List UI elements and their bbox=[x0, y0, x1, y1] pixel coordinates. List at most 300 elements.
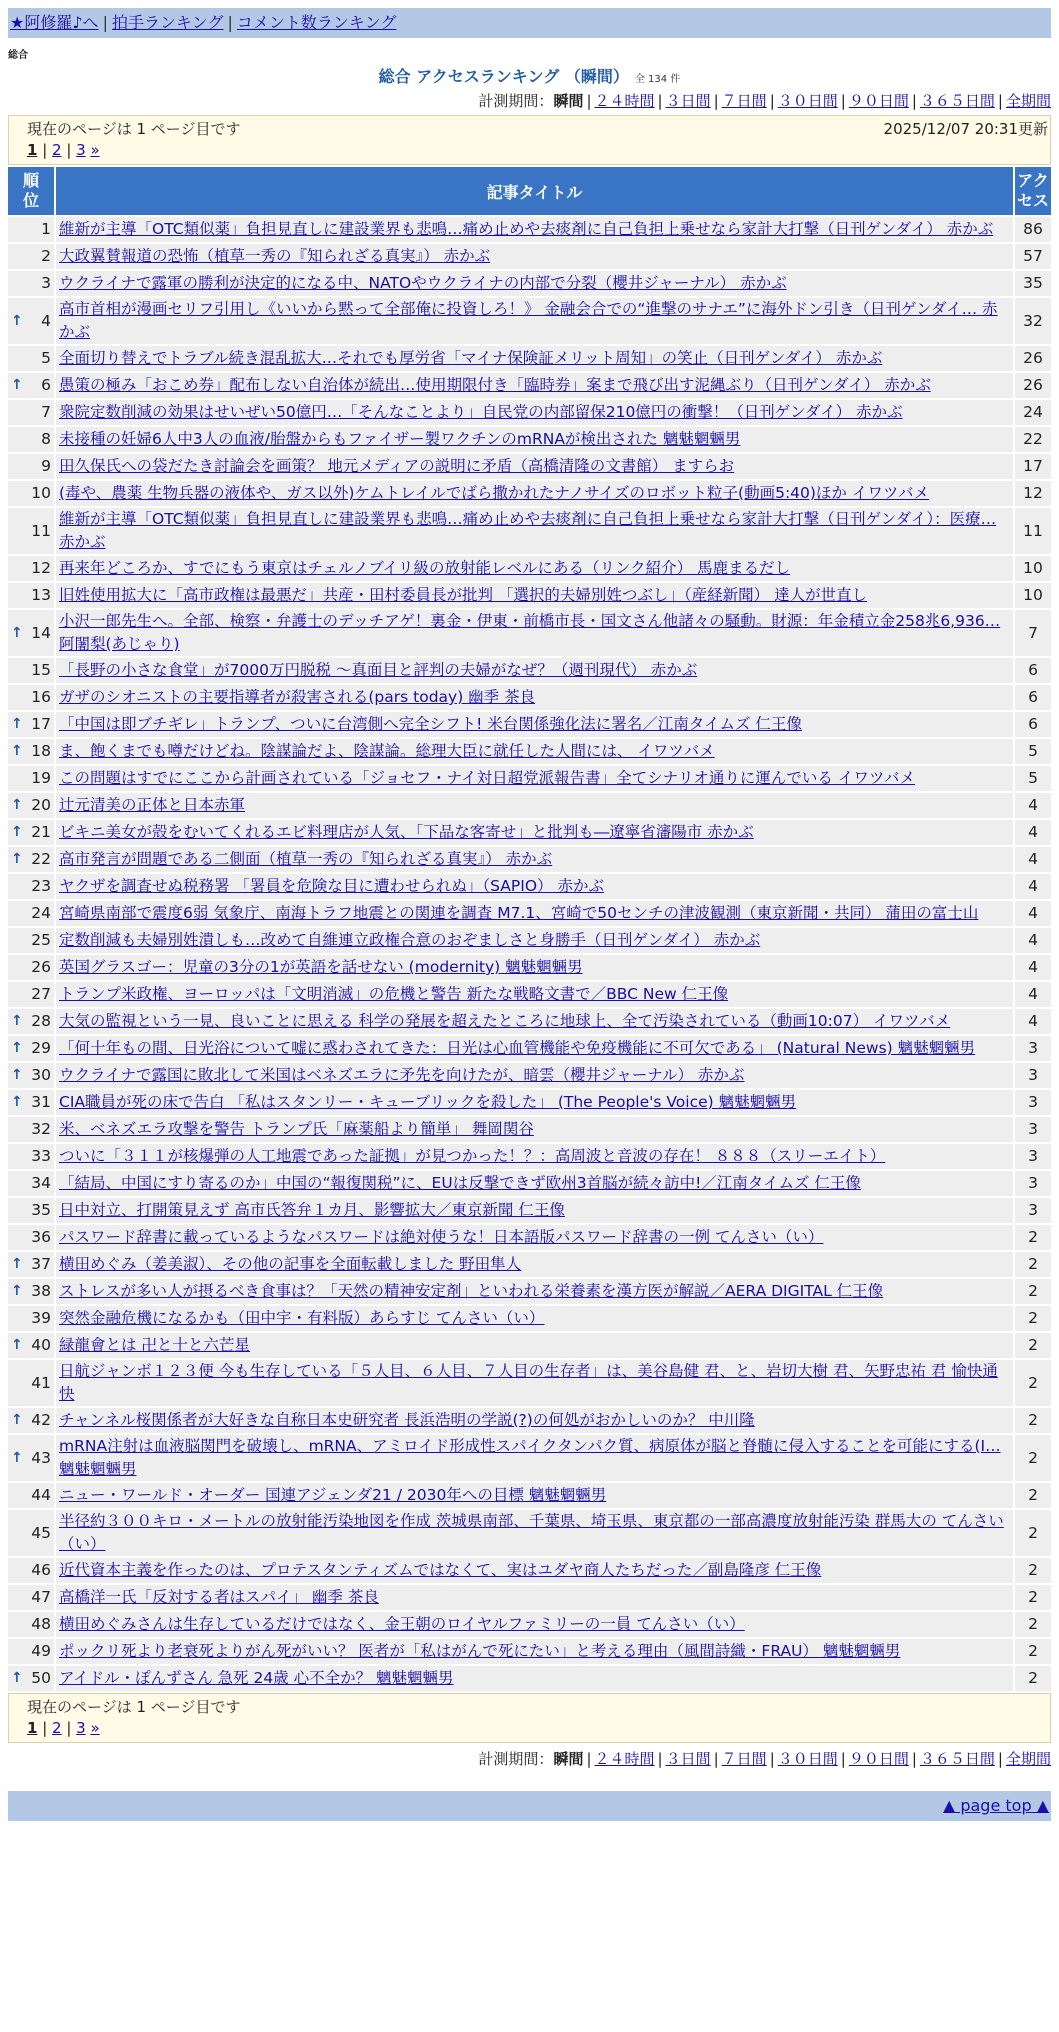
access-count: 2 bbox=[1015, 1279, 1051, 1304]
period-link[interactable]: ３０日間 bbox=[777, 92, 838, 110]
current-page-text: 現在のページは 1 ページ目です bbox=[27, 120, 241, 138]
table-row bbox=[8, 1171, 1051, 1196]
rank-number: 32 bbox=[31, 1120, 51, 1138]
rank-number: 38 bbox=[31, 1282, 51, 1300]
article-link[interactable]: パスワード辞書に載っているようなパスワードは絶対使うな！日本語版パスワード辞書の一例 てんさい（い） bbox=[59, 1228, 824, 1246]
up-arrow-icon: ↑ bbox=[11, 851, 23, 867]
rank-cell bbox=[8, 1639, 54, 1664]
table-row bbox=[8, 766, 1051, 791]
table-row bbox=[8, 1252, 1051, 1277]
access-count: 26 bbox=[1015, 373, 1051, 398]
rank-cell bbox=[8, 1510, 54, 1556]
period-link[interactable]: ２４時間 bbox=[594, 92, 655, 110]
table-row bbox=[8, 901, 1051, 926]
article-link[interactable]: ビキニ美女が殻をむいてくれるエビ料理店が人気、「下品な客寄せ」と批判も―遼寧省瀋陽市 赤かぶ bbox=[59, 823, 754, 841]
title-cell bbox=[56, 400, 1013, 425]
article-link[interactable]: mRNA注射は血液脳関門を破壊し、mRNA、アミロイド形成性スパイクタンパク質、病原体が脳と脊髄に侵入することを可能にする(I… 魑魅魍魎男 bbox=[59, 1437, 1001, 1478]
period-separator: | bbox=[840, 1750, 846, 1768]
period-link[interactable]: ３日間 bbox=[665, 1750, 711, 1768]
article-link[interactable]: この問題はすでにここから計画されている「ジョセフ・ナイ対日超党派報告書」全てシナリオ通りに運んでいる イワツバメ bbox=[59, 769, 916, 787]
page-link[interactable]: 3 bbox=[76, 141, 86, 159]
rank-number: 36 bbox=[31, 1228, 51, 1246]
title-cell bbox=[56, 508, 1013, 554]
period-label: 計測期間： bbox=[478, 1750, 554, 1768]
table-row bbox=[8, 454, 1051, 479]
title-cell bbox=[56, 766, 1013, 791]
article-link[interactable]: 横田めぐみさんは生存しているだけではなく、金王朝のロイヤルファミリーの一員 てんさい（い） bbox=[59, 1615, 745, 1633]
article-link[interactable]: 愚策の極み「おこめ券」配布しない自治体が続出…使用期限付き「臨時券」案まで飛び出す泥縄ぶり（日刊ゲンダイ） 赤かぶ bbox=[59, 376, 931, 394]
article-link[interactable]: 「何十年もの間、日光浴について嘘に惑わされてきた：日光は心血管機能や免疫機能に不可欠である」 (Natural News) 魑魅魍魎男 bbox=[59, 1039, 976, 1057]
title-cell bbox=[56, 1483, 1013, 1508]
rank-cell bbox=[8, 766, 54, 791]
access-count: 6 bbox=[1015, 712, 1051, 737]
title-cell bbox=[56, 1306, 1013, 1331]
access-count: 4 bbox=[1015, 793, 1051, 818]
period-link[interactable]: ３６５日間 bbox=[919, 1750, 995, 1768]
period-current: 瞬間 bbox=[553, 92, 584, 110]
period-current: 瞬間 bbox=[553, 1750, 584, 1768]
rank-number: 6 bbox=[41, 376, 51, 394]
page-link[interactable]: 3 bbox=[76, 1719, 86, 1737]
article-link[interactable]: 日航ジャンボ１２３便 今も生存している「５人目、６人目、７人目の生存者」は、美谷島健 君、と、岩切大樹 君、矢野忠祐 君 愉快通快 bbox=[59, 1362, 998, 1403]
article-link[interactable]: 英国グラスゴー：児童の3分の1が英語を話せない (modernity) 魑魅魍魎男 bbox=[59, 958, 583, 976]
table-row bbox=[8, 1360, 1051, 1406]
title-cell bbox=[56, 481, 1013, 506]
rank-number: 16 bbox=[31, 688, 51, 706]
access-count: 2 bbox=[1015, 1585, 1051, 1610]
title-cell bbox=[56, 583, 1013, 608]
article-link[interactable]: アイドル・ぽんずさん 急死 24歳 心不全か？ 魑魅魍魎男 bbox=[59, 1669, 454, 1687]
rank-number: 15 bbox=[31, 661, 51, 679]
rank-cell bbox=[8, 1252, 54, 1277]
rank-number: 28 bbox=[31, 1012, 51, 1030]
up-arrow-icon: ↑ bbox=[11, 1670, 23, 1686]
rank-cell bbox=[8, 1009, 54, 1034]
page-top-link[interactable]: ▲ page top ▲ bbox=[942, 1796, 1049, 1815]
title-cell bbox=[56, 982, 1013, 1007]
title-cell bbox=[56, 1198, 1013, 1223]
rank-cell bbox=[8, 1144, 54, 1169]
article-link[interactable]: 再来年どころか、すでにもう東京はチェルノブイリ級の放射能レベルにある（リンク紹介） 馬鹿まるだし bbox=[59, 559, 791, 577]
rank-number: 39 bbox=[31, 1309, 51, 1327]
article-link[interactable]: ついに「３１１が核爆弾の人工地震であった証拠」が見つかった！？：高周波と音波の存在！ ８８８（スリーエイト） bbox=[59, 1147, 886, 1165]
up-arrow-icon: ↑ bbox=[11, 824, 23, 840]
period-separator: | bbox=[997, 92, 1003, 110]
table-row bbox=[8, 1009, 1051, 1034]
pager-separator: | bbox=[61, 1719, 77, 1737]
page-link[interactable]: 2 bbox=[52, 1719, 62, 1737]
table-row bbox=[8, 427, 1051, 452]
rank-cell bbox=[8, 1333, 54, 1358]
updated-time: 2025/12/07 20:31更新 bbox=[883, 120, 1048, 138]
rank-number: 49 bbox=[31, 1642, 51, 1660]
article-link[interactable]: 高市発言が問題である二側面（植草一秀の『知られざる真実』） 赤かぶ bbox=[59, 850, 553, 868]
access-count: 10 bbox=[1015, 556, 1051, 581]
period-link[interactable]: ２４時間 bbox=[594, 1750, 655, 1768]
article-link[interactable]: ヤクザを調査せぬ税務署 「署員を危険な目に遭わせられぬ」（SAPIO） 赤かぶ bbox=[59, 877, 604, 895]
title-cell bbox=[56, 454, 1013, 479]
access-count: 2 bbox=[1015, 1666, 1051, 1691]
page-link[interactable]: 2 bbox=[52, 141, 62, 159]
top-nav bbox=[8, 8, 1051, 38]
up-arrow-icon: ↑ bbox=[11, 1040, 23, 1056]
table-row bbox=[8, 610, 1051, 656]
access-count: 35 bbox=[1015, 271, 1051, 296]
rank-cell bbox=[8, 346, 54, 371]
article-link[interactable]: ガザのシオニストの主要指導者が殺害される(pars today) 幽季 茶良 bbox=[59, 688, 536, 706]
title-cell bbox=[56, 1360, 1013, 1406]
table-row bbox=[8, 982, 1051, 1007]
rank-cell bbox=[8, 739, 54, 764]
article-link[interactable]: ウクライナで露国に敗北して米国はベネズエラに矛先を向けたが、暗雲（櫻井ジャーナル） 赤かぶ bbox=[59, 1066, 745, 1084]
article-link[interactable]: 日中対立、打開策見えず 高市氏答弁１カ月、影響拡大／東京新聞 仁王像 bbox=[59, 1201, 565, 1219]
rank-cell bbox=[8, 901, 54, 926]
table-row bbox=[8, 583, 1051, 608]
rank-cell bbox=[8, 1360, 54, 1406]
table-row bbox=[8, 1144, 1051, 1169]
rank-number: 4 bbox=[41, 311, 51, 330]
rank-cell bbox=[8, 1435, 54, 1481]
up-arrow-icon: ↑ bbox=[11, 1412, 23, 1428]
rank-cell bbox=[8, 400, 54, 425]
rank-cell bbox=[8, 874, 54, 899]
up-arrow-icon: ↑ bbox=[11, 1283, 23, 1299]
article-link[interactable]: 未接種の妊婦6人中3人の血液/胎盤からもファイザー製ワクチンのmRNAが検出された 魑魅魍魎男 bbox=[59, 430, 741, 448]
table-row bbox=[8, 1666, 1051, 1691]
period-selector-bottom bbox=[8, 1749, 1051, 1769]
article-link[interactable]: (毒や、農薬 生物兵器の液体や、ガス以外)ケムトレイルでばら撒かれたナノサイズのロボット粒子(動画5:40)ほか イワツバメ bbox=[59, 484, 930, 502]
article-link[interactable]: 近代資本主義を作ったのは、プロテスタンティズムではなくて、実はユダヤ商人たちだった／副島隆彦 仁王像 bbox=[59, 1561, 822, 1579]
pager-bottom bbox=[8, 1693, 1051, 1743]
table-row bbox=[8, 508, 1051, 554]
table-row bbox=[8, 712, 1051, 737]
table-row bbox=[8, 400, 1051, 425]
access-count: 86 bbox=[1015, 217, 1051, 242]
period-link[interactable]: ３日間 bbox=[665, 92, 711, 110]
access-count: 3 bbox=[1015, 1036, 1051, 1061]
access-count: 6 bbox=[1015, 658, 1051, 683]
rank-cell bbox=[8, 685, 54, 710]
up-arrow-icon: ↑ bbox=[11, 312, 23, 329]
rank-number: 50 bbox=[31, 1669, 51, 1687]
next-page-link[interactable]: » bbox=[90, 141, 100, 159]
period-link[interactable]: ７日間 bbox=[721, 92, 767, 110]
rank-number: 43 bbox=[31, 1448, 51, 1467]
period-link[interactable]: 全期間 bbox=[1005, 1750, 1051, 1768]
article-link[interactable]: 衆院定数削減の効果はせいぜい50億円…「そんなことより」自民党の内部留保210億円の衝撃！（日刊ゲンダイ） 赤かぶ bbox=[59, 403, 903, 421]
access-count: 2 bbox=[1015, 1360, 1051, 1406]
up-arrow-icon: ↑ bbox=[11, 1067, 23, 1083]
pager-separator: | bbox=[37, 1719, 53, 1737]
access-count: 6 bbox=[1015, 685, 1051, 710]
rank-cell bbox=[8, 610, 54, 656]
access-count: 11 bbox=[1015, 508, 1051, 554]
article-link[interactable]: ま、飽くまでも噂だけどね。陰謀論だよ、陰謀論。総理大臣に就任した人間には、 イワツバメ bbox=[59, 742, 715, 760]
access-count: 7 bbox=[1015, 610, 1051, 656]
table-row bbox=[8, 1063, 1051, 1088]
article-link[interactable]: 大政翼賛報道の恐怖（植草一秀の『知られざる真実』） 赤かぶ bbox=[59, 247, 491, 265]
article-link[interactable]: 小沢一郎先生へ。全部、検察・弁護士のデッチアゲ！裏金・伊東・前橋市長・国文さん他諸々の騒動。財源：年金積立金258兆6,936… 阿闍梨(あじゃり) bbox=[59, 612, 1001, 653]
article-link[interactable]: 辻元清美の正体と日本赤軍 bbox=[59, 796, 246, 814]
period-separator: | bbox=[997, 1750, 1003, 1768]
title-cell bbox=[56, 820, 1013, 845]
access-count: 12 bbox=[1015, 481, 1051, 506]
pager-separator: | bbox=[61, 141, 77, 159]
title-cell bbox=[56, 1333, 1013, 1358]
table-row bbox=[8, 1510, 1051, 1556]
rank-cell bbox=[8, 1090, 54, 1115]
rank-cell bbox=[8, 982, 54, 1007]
table-row bbox=[8, 217, 1051, 242]
title-cell bbox=[56, 271, 1013, 296]
access-count: 26 bbox=[1015, 346, 1051, 371]
article-link[interactable]: ウクライナで露軍の勝利が決定的になる中、NATOやウクライナの内部で分裂（櫻井ジャーナル） 赤かぶ bbox=[59, 274, 787, 292]
rank-number: 25 bbox=[31, 931, 51, 949]
rank-number: 26 bbox=[31, 958, 51, 976]
col-rank-header: 順位 bbox=[8, 167, 54, 215]
rank-number: 34 bbox=[31, 1174, 51, 1192]
article-link[interactable]: 突然金融危機になるかも（田中宇・有料版）あらすじ てんさい（い） bbox=[59, 1309, 545, 1327]
period-separator: | bbox=[911, 1750, 917, 1768]
access-count: 57 bbox=[1015, 244, 1051, 269]
access-count: 4 bbox=[1015, 874, 1051, 899]
title-row bbox=[8, 67, 1051, 87]
rank-cell bbox=[8, 556, 54, 581]
rank-number: 19 bbox=[31, 769, 51, 787]
rank-cell bbox=[8, 1408, 54, 1433]
article-link[interactable]: 米、ベネズエラ攻撃を警告 トランプ氏「麻薬船より簡単」 舞岡関谷 bbox=[59, 1120, 534, 1138]
up-arrow-icon: ↑ bbox=[11, 1094, 23, 1110]
rank-cell bbox=[8, 658, 54, 683]
rank-number: 35 bbox=[31, 1201, 51, 1219]
title-cell bbox=[56, 298, 1013, 344]
article-link[interactable]: 定数削減も夫婦別姓潰しも…改めて自維連立政権合意のおぞましさと身勝手（日刊ゲンダイ） 赤かぶ bbox=[59, 931, 761, 949]
rank-cell bbox=[8, 1171, 54, 1196]
period-separator: | bbox=[911, 92, 917, 110]
period-separator: | bbox=[657, 1750, 663, 1768]
up-arrow-icon: ↑ bbox=[11, 1256, 23, 1272]
rank-cell bbox=[8, 1063, 54, 1088]
rank-cell bbox=[8, 847, 54, 872]
rank-number: 20 bbox=[31, 796, 51, 814]
article-link[interactable]: 緑龍會とは 卍と十と六芒星 bbox=[59, 1336, 250, 1354]
rank-number: 2 bbox=[41, 247, 51, 265]
current-page-number: 1 bbox=[27, 1719, 38, 1737]
access-count: 10 bbox=[1015, 583, 1051, 608]
pagination bbox=[27, 1718, 1032, 1738]
access-count: 4 bbox=[1015, 1009, 1051, 1034]
article-link[interactable]: 半径約３００キロ・メートルの放射能汚染地図を作成 茨城県南部、千葉県、埼玉県、東京都の一部高濃度放射能汚染 群馬大の てんさい（い） bbox=[59, 1512, 1004, 1553]
title-cell bbox=[56, 1666, 1013, 1691]
rank-number: 23 bbox=[31, 877, 51, 895]
rank-cell bbox=[8, 1036, 54, 1061]
period-link[interactable]: ９０日間 bbox=[848, 1750, 909, 1768]
access-count: 3 bbox=[1015, 1198, 1051, 1223]
period-link[interactable]: 全期間 bbox=[1005, 92, 1051, 110]
period-selector bbox=[8, 91, 1051, 111]
rank-number: 9 bbox=[41, 457, 51, 475]
bottom-nav bbox=[8, 1791, 1051, 1821]
rank-cell bbox=[8, 955, 54, 980]
article-link[interactable]: 「中国は即ブチギレ」トランプ、ついに台湾側へ完全シフト! 米台関係強化法に署名／江南タイムズ 仁王像 bbox=[59, 715, 802, 733]
pager-separator: | bbox=[37, 141, 53, 159]
article-link[interactable]: チャンネル桜関係者が大好きな自称日本史研究者 長浜浩明の学説(?)の何処がおかしいのか？ 中川隆 bbox=[59, 1411, 755, 1429]
article-link[interactable]: 全面切り替えでトラブル続き混乱拡大…それでも厚労省「マイナ保険証メリット周知」の笑止（日刊ゲンダイ） 赤かぶ bbox=[59, 349, 883, 367]
rank-number: 42 bbox=[31, 1411, 51, 1429]
period-separator: | bbox=[769, 1750, 775, 1768]
period-link[interactable]: ９０日間 bbox=[848, 92, 909, 110]
table-row bbox=[8, 556, 1051, 581]
access-count: 4 bbox=[1015, 955, 1051, 980]
rank-number: 11 bbox=[31, 521, 51, 540]
title-cell bbox=[56, 874, 1013, 899]
rank-number: 8 bbox=[41, 430, 51, 448]
rank-cell bbox=[8, 454, 54, 479]
rank-number: 41 bbox=[31, 1373, 51, 1392]
rank-number: 12 bbox=[31, 559, 51, 577]
article-link[interactable]: 高橋洋一氏「反対する者はスパイ」 幽季 茶良 bbox=[59, 1588, 379, 1606]
table-row bbox=[8, 1036, 1051, 1061]
table-row bbox=[8, 1306, 1051, 1331]
access-count: 2 bbox=[1015, 1435, 1051, 1481]
article-link[interactable]: CIA職員が死の床で告白 「私はスタンリー・キューブリックを殺した」 (The People's Voice) 魑魅魍魎男 bbox=[59, 1093, 797, 1111]
access-count: 5 bbox=[1015, 739, 1051, 764]
rank-number: 33 bbox=[31, 1147, 51, 1165]
access-count: 2 bbox=[1015, 1225, 1051, 1250]
table-row bbox=[8, 1117, 1051, 1142]
home-link[interactable]: ★阿修羅♪へ bbox=[10, 13, 99, 32]
rank-number: 30 bbox=[31, 1066, 51, 1084]
article-link[interactable]: 高市首相が漫画セリフ引用し《いいから黙って全部俺に投資しろ！》 金融会合での“進撃のサナエ”に海外ドン引き（日刊ゲンダイ… 赤かぶ bbox=[59, 300, 998, 341]
access-count: 4 bbox=[1015, 982, 1051, 1007]
title-cell bbox=[56, 244, 1013, 269]
access-count: 2 bbox=[1015, 1639, 1051, 1664]
access-count: 4 bbox=[1015, 928, 1051, 953]
table-header bbox=[8, 167, 1051, 215]
rank-number: 40 bbox=[31, 1336, 51, 1354]
rank-cell bbox=[8, 1306, 54, 1331]
up-arrow-icon: ↑ bbox=[11, 1337, 23, 1353]
nav-separator: | bbox=[102, 13, 108, 32]
rank-cell bbox=[8, 712, 54, 737]
table-row bbox=[8, 1483, 1051, 1508]
title-cell bbox=[56, 712, 1013, 737]
article-link[interactable]: 大気の監視という一見、良いことに思える 科学の発展を超えたところに地球上、全て汚染されている（動画10:07） イワツバメ bbox=[59, 1012, 951, 1030]
title-cell bbox=[56, 739, 1013, 764]
rank-number: 18 bbox=[31, 742, 51, 760]
total-count: 全 134 件 bbox=[634, 74, 681, 85]
rank-cell bbox=[8, 298, 54, 344]
col-access-header: アクセス bbox=[1015, 167, 1051, 215]
clap-ranking-link[interactable]: 拍手ランキング bbox=[111, 13, 224, 32]
article-link[interactable]: 維新が主導「OTC類似薬」負担見直しに建設業界も悲鳴…痛め止めや去痰剤に自己負担上乗せなら家計大打撃（日刊ゲンダイ） 赤かぶ bbox=[59, 220, 994, 238]
title-cell bbox=[56, 1639, 1013, 1664]
title-cell bbox=[56, 658, 1013, 683]
article-link[interactable]: 「結局、中国にすり寄るのか」中国の“報復関税”に、EUは反撃できず欧州3首脳が続々訪中!／江南タイムズ 仁王像 bbox=[59, 1174, 861, 1192]
table-row bbox=[8, 481, 1051, 506]
rank-cell bbox=[8, 373, 54, 398]
article-link[interactable]: 旧姓使用拡大に「高市政権は最悪だ」共産・田村委員長が批判 「選択的夫婦別姓つぶし」（産経新聞） 達人が世直し bbox=[59, 586, 868, 604]
rank-cell bbox=[8, 1585, 54, 1610]
title-cell bbox=[56, 1585, 1013, 1610]
title-cell bbox=[56, 1117, 1013, 1142]
rank-cell bbox=[8, 244, 54, 269]
up-arrow-icon: ↑ bbox=[11, 1013, 23, 1029]
article-link[interactable]: トランプ米政権、ヨーロッパは「文明消滅」の危機と警告 新たな戦略文書で／BBC New 仁王像 bbox=[59, 985, 729, 1003]
article-link[interactable]: 「長野の小さな食堂」が7000万円脱税 〜真面目と評判の夫婦がなぜ？（週刊現代） 赤かぶ bbox=[59, 661, 698, 679]
title-cell bbox=[56, 1435, 1013, 1481]
access-count: 2 bbox=[1015, 1612, 1051, 1637]
title-cell bbox=[56, 1036, 1013, 1061]
table-row bbox=[8, 928, 1051, 953]
period-link[interactable]: ３６５日間 bbox=[919, 92, 995, 110]
rank-cell bbox=[8, 271, 54, 296]
rank-cell bbox=[8, 1558, 54, 1583]
article-link[interactable]: ストレスが多い人が摂るべき食事は？「天然の精神安定剤」といわれる栄養素を漢方医が解説／AERA DIGITAL 仁王像 bbox=[59, 1282, 884, 1300]
article-link[interactable]: ポックリ死より老衰死よりがん死がいい？ 医者が「私はがんで死にたい」と考える理由（風間詩織・FRAU） 魑魅魍魎男 bbox=[59, 1642, 901, 1660]
rank-number: 5 bbox=[41, 349, 51, 367]
title-cell bbox=[56, 1144, 1013, 1169]
up-arrow-icon: ↑ bbox=[11, 743, 23, 759]
access-count: 24 bbox=[1015, 400, 1051, 425]
table-row bbox=[8, 685, 1051, 710]
article-link[interactable]: 横田めぐみ（姜美淑）、その他の記事を全面転載しました 野田隼人 bbox=[59, 1255, 522, 1273]
next-page-link[interactable]: » bbox=[90, 1719, 100, 1737]
table-row bbox=[8, 793, 1051, 818]
rank-number: 44 bbox=[31, 1486, 51, 1504]
access-count: 2 bbox=[1015, 1408, 1051, 1433]
article-link[interactable]: 維新が主導「OTC類似薬」負担見直しに建設業界も悲鳴…痛め止めや去痰剤に自己負担上乗せなら家計大打撃（日刊ゲンダイ）：医療… 赤かぶ bbox=[59, 510, 997, 551]
table-row bbox=[8, 1612, 1051, 1637]
rank-number: 45 bbox=[31, 1523, 51, 1542]
article-link[interactable]: 宮崎県南部で震度6弱 気象庁、南海トラフ地震との関連を調査 M7.1、宮崎で50センチの津波観測（東京新聞・共同） 蒲田の富士山 bbox=[59, 904, 979, 922]
up-arrow-icon: ↑ bbox=[11, 377, 23, 393]
table-row bbox=[8, 955, 1051, 980]
period-link[interactable]: ７日間 bbox=[721, 1750, 767, 1768]
title-cell bbox=[56, 1171, 1013, 1196]
pager-top bbox=[8, 115, 1051, 165]
rank-number: 22 bbox=[31, 850, 51, 868]
table-row bbox=[8, 298, 1051, 344]
table-row bbox=[8, 847, 1051, 872]
access-count: 2 bbox=[1015, 1510, 1051, 1556]
table-row bbox=[8, 1558, 1051, 1583]
rank-number: 48 bbox=[31, 1615, 51, 1633]
table-row bbox=[8, 1198, 1051, 1223]
title-cell bbox=[56, 1558, 1013, 1583]
access-count: 4 bbox=[1015, 820, 1051, 845]
table-row bbox=[8, 1090, 1051, 1115]
table-row bbox=[8, 1279, 1051, 1304]
title-cell bbox=[56, 1225, 1013, 1250]
comment-ranking-link[interactable]: コメント数ランキング bbox=[236, 13, 397, 32]
current-page-number: 1 bbox=[27, 141, 38, 159]
access-count: 5 bbox=[1015, 766, 1051, 791]
period-separator: | bbox=[769, 92, 775, 110]
period-link[interactable]: ３０日間 bbox=[777, 1750, 838, 1768]
title-cell bbox=[56, 1063, 1013, 1088]
period-label: 計測期間： bbox=[478, 92, 554, 110]
rank-cell bbox=[8, 1117, 54, 1142]
access-count: 17 bbox=[1015, 454, 1051, 479]
rank-number: 10 bbox=[31, 484, 51, 502]
rank-number: 24 bbox=[31, 904, 51, 922]
article-link[interactable]: 田久保氏への袋だたき討論会を画策？ 地元メディアの説明に矛盾（高橋清隆の文書館） ますらお bbox=[59, 457, 735, 475]
title-cell bbox=[56, 346, 1013, 371]
table-row bbox=[8, 658, 1051, 683]
table-row bbox=[8, 874, 1051, 899]
article-link[interactable]: ニュー・ワールド・オーダー 国連アジェンダ21 / 2030年への目標 魑魅魍魎男 bbox=[59, 1486, 607, 1504]
